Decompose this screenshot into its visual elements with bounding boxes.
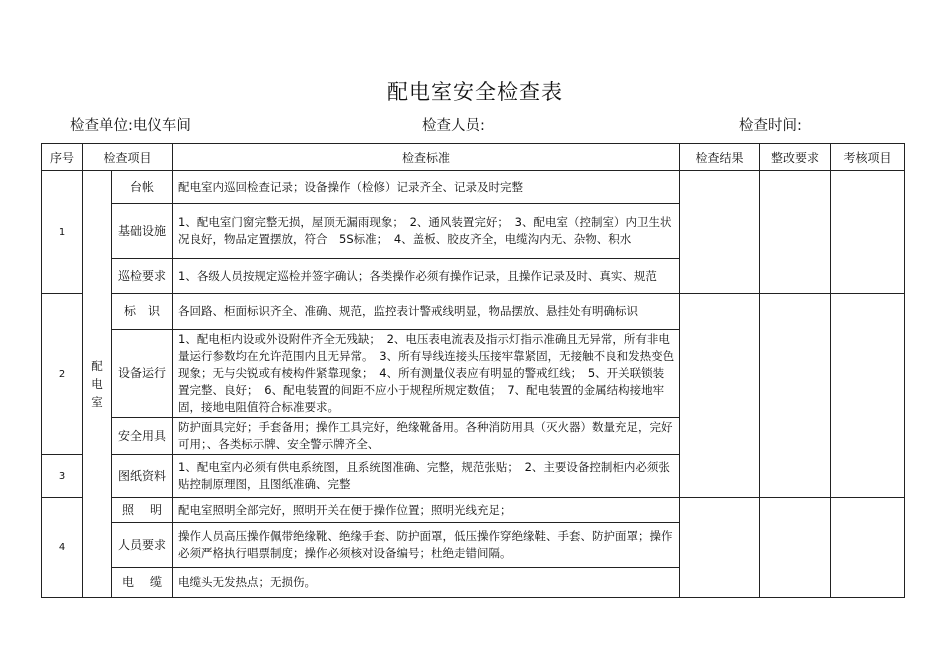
header-rectify: 整改要求: [760, 144, 831, 171]
item-cell: 基础设施: [112, 204, 173, 259]
header-standard: 检查标准: [173, 144, 680, 171]
inspection-time-field: [739, 114, 802, 135]
header-assess: 考核项目: [831, 144, 905, 171]
header-result: 检查结果: [680, 144, 760, 171]
result-cell[interactable]: [680, 171, 760, 294]
standard-cell: 1、配电室内必须有供电系统图，且系统图准确、完整，规范张贴； 2、主要设备控制柜内必须张贴控制原理图，且图纸准确、完整: [173, 455, 680, 498]
inspection-table: [41, 143, 905, 598]
item-cell: 设备运行: [112, 330, 173, 418]
item-cell: 图纸资料: [112, 455, 173, 498]
assess-cell[interactable]: [831, 171, 905, 294]
header-item: 检查项目: [83, 144, 173, 171]
table-row: [42, 171, 905, 204]
rectify-cell[interactable]: [760, 171, 831, 294]
seq-cell: 1: [42, 171, 83, 294]
category-cell: [83, 171, 112, 598]
table-row: [42, 498, 905, 523]
page-title: 配电室安全检查表: [387, 80, 563, 104]
inspection-unit-label: 检查单位:: [70, 118, 133, 134]
item-cell: 人员要求: [112, 523, 173, 568]
inspection-unit-value: 电仪车间: [132, 118, 191, 134]
seq-cell: 2: [42, 294, 83, 455]
item-cell: 安全用具: [112, 418, 173, 455]
assess-cell[interactable]: [831, 498, 905, 598]
seq-cell: 3: [42, 455, 83, 498]
assess-cell[interactable]: [831, 294, 905, 498]
item-cell: 标 识: [112, 294, 173, 330]
rectify-cell[interactable]: [760, 498, 831, 598]
result-cell[interactable]: [680, 498, 760, 598]
category-label: 配电室: [91, 359, 103, 409]
standard-cell: 1、配电室门窗完整无损，屋顶无漏雨现象； 2、通风装置完好； 3、配电室（控制室）内卫生状况良好，物品定置摆放，符合 5S标准； 4、盖板、胶皮齐全，电缆沟内无、杂物、积水: [173, 204, 680, 259]
seq-cell: 4: [42, 498, 83, 598]
standard-cell: 1、各级人员按规定巡检并签字确认；各类操作必须有操作记录，且操作记录及时、真实、规范: [173, 259, 680, 294]
standard-cell: 防护面具完好；手套备用；操作工具完好，绝缘靴备用。各种消防用具（灭火器）数量充足，完好可用；、各类标示牌、安全警示牌齐全、: [173, 418, 680, 455]
item-cell: 巡检要求: [112, 259, 173, 294]
item-cell: 电缆: [112, 568, 173, 598]
standard-cell: 操作人员高压操作佩带绝缘靴、绝缘手套、防护面罩，低压操作穿绝缘鞋、手套、防护面罩；操作必须严格执行唱票制度；操作必须核对设备编号；杜绝走错间隔。: [173, 523, 680, 568]
standard-cell: 配电室照明全部完好，照明开关在便于操作位置；照明光线充足；: [173, 498, 680, 523]
table-row: [42, 294, 905, 330]
header-seq: 序号: [42, 144, 83, 171]
item-cell: 照明: [112, 498, 173, 523]
inspector-label: 检查人员:: [422, 118, 485, 134]
inspector-field: [422, 114, 485, 135]
standard-cell: 1、配电柜内设或外设附件齐全无残缺； 2、电压表电流表及指示灯指示准确且无异常，所有非电量运行参数均在允许范围内且无异常。 3、所有导线连接头压接牢靠紧固，无接触不良和发热变色现象；无与尖锐或有棱构件紧靠现象； 4、所有测量仪表应有明显的警戒红线； 5、开关联锁装置完整、良好； 6、配电装置的间距不应小于规程所规定数值； 7、配电装置的金属结构接地牢固，接地电阻值符合标准要求。: [173, 330, 680, 418]
standard-cell: 配电室内巡回检查记录；设备操作（检修）记录齐全、记录及时完整: [173, 171, 680, 204]
rectify-cell[interactable]: [760, 294, 831, 498]
inspection-unit: [70, 114, 191, 135]
inspection-time-label: 检查时间:: [739, 118, 802, 134]
table-header-row: [42, 144, 905, 171]
result-cell[interactable]: [680, 294, 760, 498]
item-cell: 台帐: [112, 171, 173, 204]
standard-cell: 各回路、柜面标识齐全、准确、规范，监控表计警戒线明显，物品摆放、悬挂处有明确标识: [173, 294, 680, 330]
standard-cell: 电缆头无发热点；无损伤。: [173, 568, 680, 598]
